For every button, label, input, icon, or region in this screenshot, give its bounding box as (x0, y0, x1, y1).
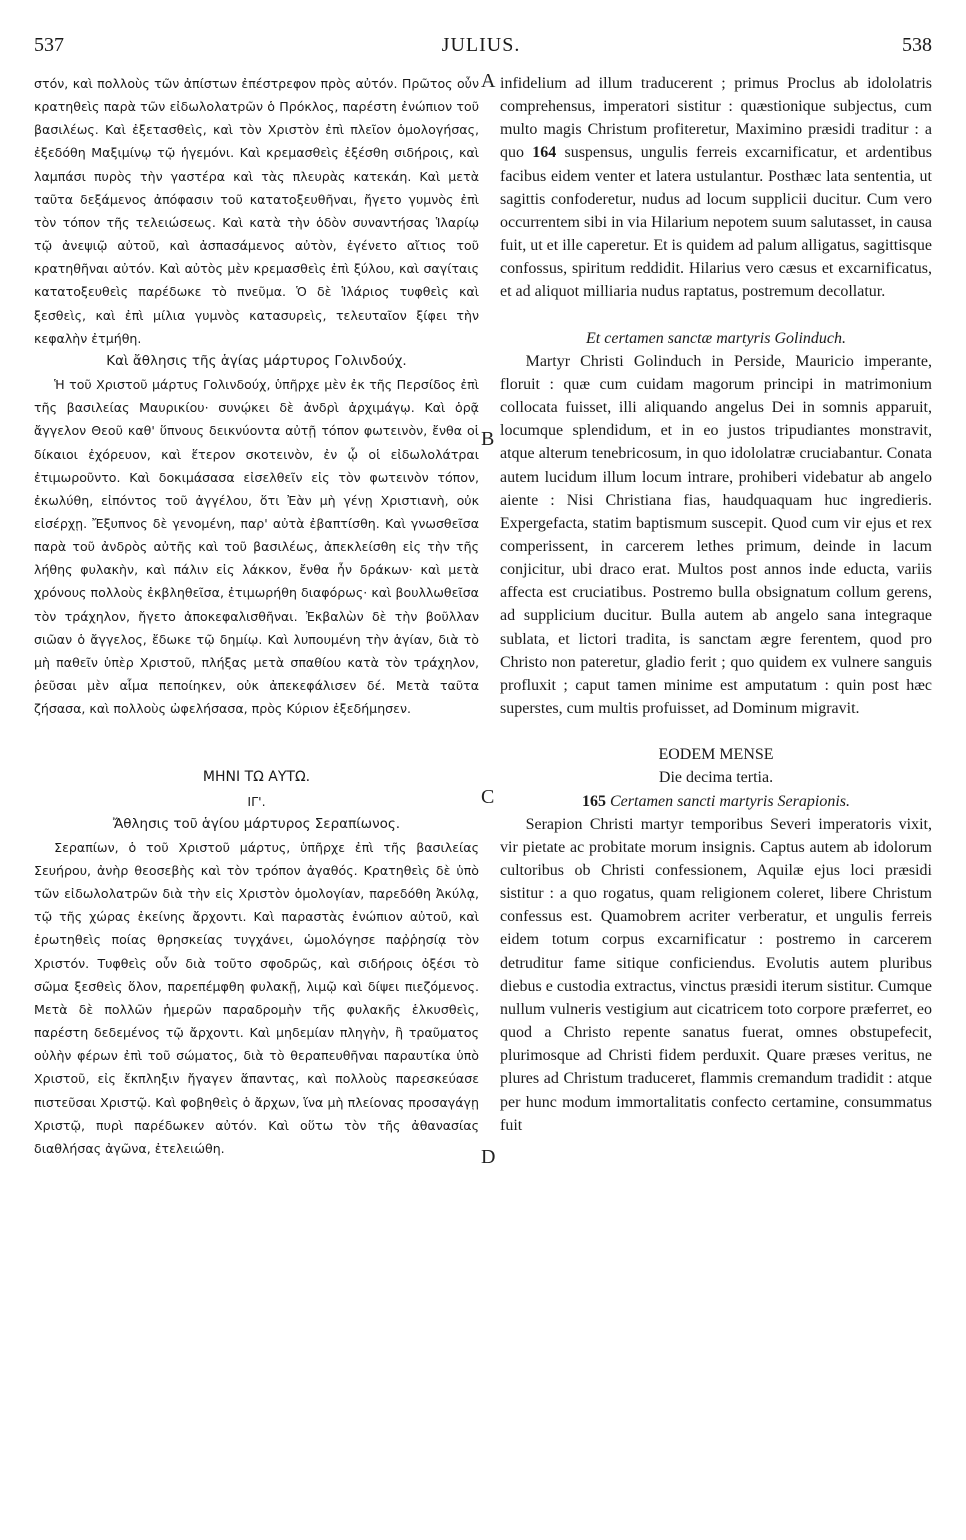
latin-paragraph-proclus-part1: infidelium ad illum traducerent ; primus Proclus ab idololatris comprehensus, imperatori sistitur : quæstionique subjectus, cum multo magis Christum profiteretur, Maximino præsidi traditur : a quo (500, 75, 932, 162)
latin-heading-serapion-text: Certamen sancti martyris Serapionis. (610, 792, 850, 810)
margin-marker-c: C (481, 786, 495, 808)
greek-paragraph-golinduch: Ἡ τοῦ Χριστοῦ μάρτυς Γολινδούχ, ὑπῆρχε μὲν ἐκ τῆς Περσίδος ἐπὶ τῆς βασιλείας Μαυρικίου· συνῴκει δὲ ἀνδρὶ ἀρχιμάγῳ. Καὶ ὁρᾷ ἄγγελον Θεοῦ καθ' ὕπνους δεικνύοντα αὐτῇ τόπον φωτεινὸν, ἔνθα οἱ δίκαιοι ἐχόρευον, καὶ ἕτερον σκοτεινὸν, ἐν ᾧ οἱ εἰδωλολάτραι ἐτιμωροῦντο. Καὶ δοκιμάσασα εἰσελθεῖν εἰς τὸν φωτεινὸν τόπον, ἐκωλύθη, εἰπόντος τοῦ ἀγγέλου, ὅτι Ἐὰν μὴ γένῃ Χριστιανὴ, οὐκ εἰσέρχῃ. Ἔξυπνος δὲ γενομένη, παρ' αὐτὰ ἐβαπτίσθη. Καὶ γνωσθεῖσα παρὰ τοῦ ἀνδρὸς αὐτῆς καὶ τοῦ βασιλέως, ἀπεκλείσθη εἰς τὴν τῆς λήθης φυλακὴν, καὶ πάλιν εἰς λάκκον, ἔνθα ἦν δράκων· καὶ μετὰ χρόνους πολλοὺς ἐκβληθεῖσα, ἐτιμωρήθη διαφόρως· καὶ βουλλωθεῖσα τὸν τράχηλον, ἤγετο ἀποκεφαλισθῆναι. Ἐκβαλὼν δὲ τὴν βοῦλλαν σιῶαν ὁ ἄγγελος, ἔδωκε τῷ δημίῳ. Καὶ λυπουμένη τὴν ἁγίαν, διὰ τὸ μὴ παθεῖν ὑπὲρ Χριστοῦ, πλήξας μετὰ σπαθίου κατὰ τὸν τράχηλον, ῥεῦσαι μὲν αἷμα πεποίηκεν, οὐκ ἀπεκεφάλισεν δέ. Μετὰ ταῦτα ζήσασα, καὶ πολλοὺς ὠφελήσασα, πρὸς Κύριον ἐξεδήμησεν. (34, 377, 479, 717)
latin-paragraph-serapion: Serapion Christi martyr temporibus Severi imperatoris vixit, vir pietate ac probitate morum insignis. Captus autem ab idolorum cultoribus ob Christi confessionem, Aquilæ ejus loci præsidi sistitur : a quo rogatus, quam religionem coleret, libere Christum confessus est. Quamobrem acriter verberatur, et ungulis ferreis eidem totum corpus excarnificatur : postremo in carcerem detruditur fame sitique conficiendus. Evolutis autem pluribus diebus e custodia extractus, vinctus præsidi iterum sistitur. Cumque nullum vulneris vestigium aut cicatricem toto corpore præferret, eo quod a Christo repente sanatus fuerat, omnes obstupefecit, plurimosque ad Christi fidem perduxit. Quare præses veritus, ne plures ad Christum traduceret, flammis cremandum tradidit : atque per hunc modum immortalitatis confecto certamine, consummatus fuit (500, 815, 932, 1134)
greek-heading-serapion: Ἄθλησις τοῦ ἁγίου μάρτυρος Σεραπίωνος. (112, 815, 401, 832)
left-page-number: 537 (34, 34, 64, 56)
latin-column (500, 72, 932, 1137)
greek-column (34, 72, 479, 1160)
section-number-165: 165 (582, 792, 606, 810)
greek-month-heading: ΜΗΝΙ ΤΩ ΑΥΤΩ. (202, 769, 311, 786)
latin-paragraph-proclus-part2: suspensus, ungulis ferreis excarnificatur, et ardentibus facibus eidem venter et latera ustulantur. Posthæc lata sententia, ut sagittis confoderetur, nudus ad locum supplicii ducitur. Cum vero occurrentem sibi in via Hilarium nepotem suum salutasset, in causa fuit, ut et ille caperetur. Et is quidem ad palum alligatus, sagittisque confossus, spiritum reddidit. Hilarius vero cæsus et excarnificatus, et ad aliquot milliaria nudus raptatus, postremum decollatur. (500, 144, 932, 301)
latin-paragraph-proclus (500, 72, 932, 304)
latin-month-heading: EODEM MENSE (658, 746, 774, 764)
section-number-164: 164 (532, 144, 557, 162)
page-header (28, 34, 934, 60)
greek-day-number: ΙΓ'. (247, 793, 266, 809)
greek-heading-golinduch: Καὶ ἄθλησις τῆς ἁγίας μάρτυρος Γολινδούχ. (106, 352, 407, 369)
greek-paragraph-proclus: στόν, καὶ πολλοὺς τῶν ἀπίστων ἐπέστρεφον πρὸς αὐτόν. Πρῶτος οὖν κρατηθεὶς παρὰ τῶν εἰδωλολατρῶν ὁ Πρόκλος, παρέστη ἐνώπιον τοῦ βασιλέως. Καὶ ἐξετασθεὶς, καὶ τὸν Χριστὸν ἐπὶ πλεῖον ὁμολογήσας, ἐξεδόθη Μαξιμίνῳ τῷ ἡγεμόνι. Καὶ κρεμασθεὶς ἐξέσθη σιδήροις, καὶ λαμπάσι πυρὸς τὴν γαστέρα καὶ τὰς πλευρὰς κατεκάη. Καὶ μετὰ ταῦτα δεξάμενος ἀπόφασιν τοῦ κατατοξευθῆναι, ἤγετο γυμνὸς ἐπὶ τὸν τόπον τῆς τελειώσεως. Καὶ κατὰ τὴν ὁδὸν συναντήσας Ἱλαρίῳ τῷ ἀνεψιῷ αὐτοῦ, καὶ ἀσπασάμενος αὐτὸν, ἐγένετο αἴτιος τοῦ κρατηθῆναι αὐτόν. Καὶ αὐτὸς μὲν κρεμασθεὶς ἐπὶ ξύλου, καὶ σαγίταις κατατοξευθεὶς παρέδωκε τὸ πνεῦμα. Ὁ δὲ Ἱλάριος τυφθεὶς καὶ ξεσθεὶς, καὶ ἐπὶ μίλια γυμνὸς κατασυρεὶς, τελευταῖον ξίφει τὴν κεφαλὴν ἐτμήθη. (34, 76, 479, 346)
running-title: JULIUS. (441, 34, 521, 56)
latin-paragraph-golinduch: Martyr Christi Golinduch in Perside, Mauricio imperante, floruit : quæ cum cuidam magorum principi in matrimonium collocata fuisset, illi aliquando angelus Dei in somnis apparuit, locumque splendidum, et in eo justos tripudiantes monstravit, atque alterum tenebricosum, in quo idololatræ cruciabantur. Conata autem lucidum illum locum intrare, prohiberi videbatur ab angelo aiente : Nisi Christiana fias, haudquaquam huc ingredieris. Expergefacta, statim baptismum suscepit. Quod cum vir ejus et rex comperissent, in carcerem lethes primum, deinde in lacum conjicitur, ubi draco erat. Multos post annos inde educta, variis affecta est cruciatibus. Postremo bulla obsignatum collum gerens, ad supplicium ducitur. Bulla autem ab angelo sana integraque sublata, et lictori tradita, is sanctam ægre ferentem, quod pro Christo non pateretur, gladio ferit ; quo quidem ex vulnere sanguis profluxit ; caput tamen minime est amputatum : quin post hæc superstes, cum multis profuisset, ad Dominum migravit. (500, 352, 932, 718)
latin-day-heading: Die decima tertia. (658, 769, 774, 787)
latin-heading-serapion (500, 790, 932, 813)
greek-paragraph-serapion: Σεραπίων, ὁ τοῦ Χριστοῦ μάρτυς, ὑπῆρχε ἐπὶ τῆς βασιλείας Σευήρου, ἀνὴρ θεοσεβὴς καὶ τὸν τρόπον ἀγαθός. Κρατηθεὶς δὲ ὑπὸ τῶν εἰδωλολατρῶν διὰ τὴν εἰς Χριστὸν ὁμολογίαν, παρεδόθη Ἀκύλᾳ, τῷ τῆς χώρας ἐκείνης ἄρχοντι. Καὶ παραστὰς ἐνώπιον αὐτοῦ, καὶ ἐρωτηθεὶς ποίας θρησκείας τυγχάνει, ὡμολόγησε παῤῥησίᾳ τὸν Χριστόν. Τυφθεὶς οὖν διὰ τοῦτο σφοδρῶς, καὶ σιδήροις ὀξέσι τὸ σῶμα ξεσθεὶς ὅλον, παρεπέμφθη φυλακῇ, λιμῷ καὶ δίψει πιεζόμενος. Μετὰ δὲ πολλῶν ἡμερῶν παραδρομὴν τῆς φυλακῆς ἑλκυσθεὶς, παρέστη δεδεμένος τῷ ἄρχοντι. Καὶ μηδεμίαν πληγὴν, ἢ τραῦματος οὐλὴν φέρων ἐπὶ τοῦ σώματος, διὰ τὸ θεραπευθῆναι παραυτίκα ὑπὸ Χριστοῦ, εἰς ἔκπληξιν ἤγαγεν ἅπαντας, καὶ πολλοὺς παρεσκεύασε πιστεῦσαι Χριστῷ. Καὶ φοβηθεὶς ὁ ἄρχων, ἵνα μὴ πλείονας προσαγάγῃ Χριστῷ, πυρὶ παρέδωκεν αὐτόν. Καὶ οὕτω τὸν τῆς ἀθανασίας διαθλήσας ἀγῶνα, ἐτελειώθη. (34, 839, 479, 1156)
margin-marker-b: B (481, 428, 495, 450)
margin-marker-d: D (481, 1146, 496, 1168)
margin-marker-a: A (481, 70, 496, 92)
right-page-number: 538 (902, 34, 932, 56)
latin-heading-golinduch: Et certamen sanctæ martyris Golinduch. (586, 329, 846, 347)
